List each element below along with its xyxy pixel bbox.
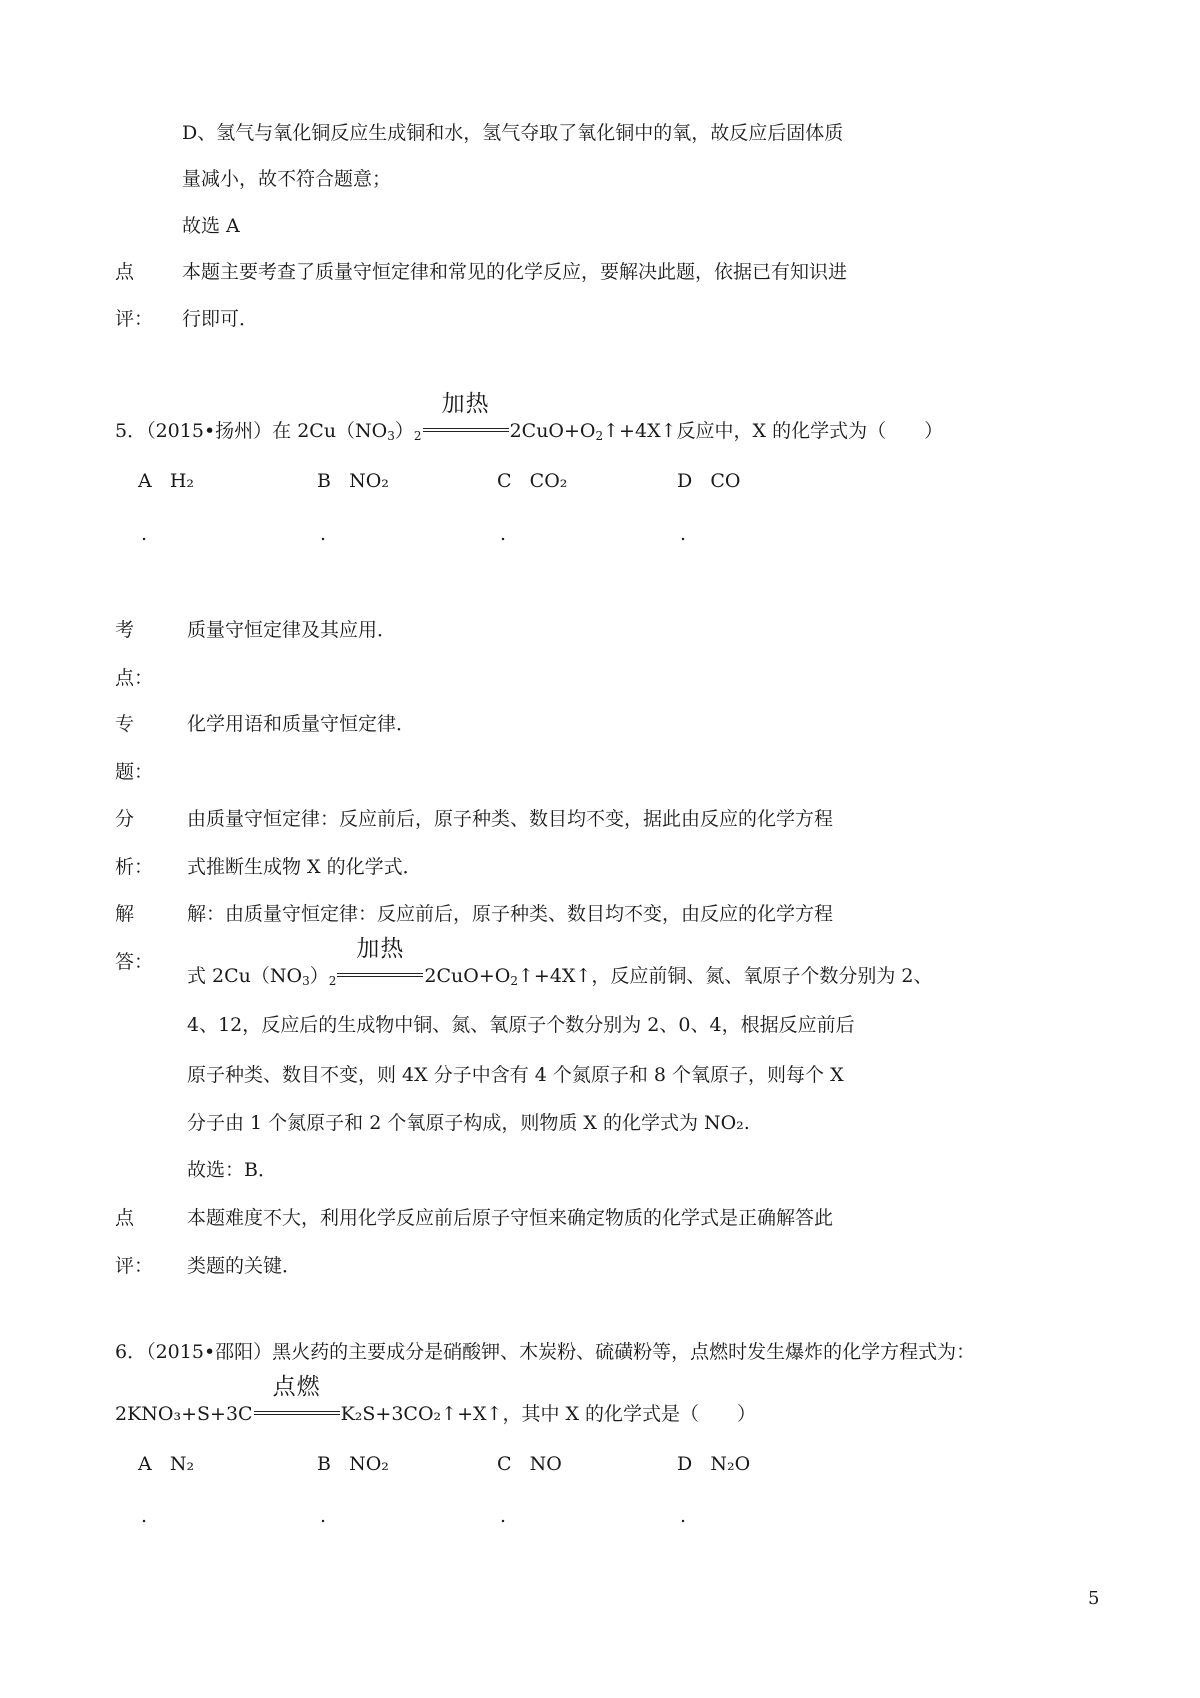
zhuanti-text: 化学用语和质量守恒定律． (187, 713, 416, 735)
jieda-text-6: 故选：B． (187, 1159, 277, 1181)
fenxi-text: 由质量守恒定律：反应前后，原子种类、数目均不变，据此由反应的化学方程 (187, 808, 834, 830)
page-number: 5 (1088, 1588, 1100, 1609)
option-dot: . (320, 523, 327, 545)
condition-text: 加热 (356, 936, 405, 962)
jieda-text-1: 解：由质量守恒定律：反应前后，原子种类、数目均不变，由反应的化学方程 (187, 903, 834, 925)
answer-line-d: D、氢气与氧化铜反应生成铜和水，氢气夺取了氧化铜中的氧，故反应后固体质 (182, 122, 844, 144)
jieda-text-2: 式 $2Cu(NO_3)_2$ 加热 $2CuO+O_2↑+4X↑$，反应前铜、氮、氧原子个数分别为 2、 (187, 936, 933, 988)
option-dot: . (141, 1505, 148, 1527)
dianping-label: 点 (115, 1207, 135, 1229)
option-dot: . (680, 1505, 687, 1527)
q5-option-b[interactable]: B NO₂ (317, 470, 389, 492)
jieda-text-4: 原子种类、数目不变，则 4X 分子中含有 4 个氮原子和 8 个氧原子，则每个 X (187, 1064, 844, 1086)
fenxi-text-2: 式推断生成物 X 的化学式． (187, 856, 422, 878)
dianping-text-2: 行即可． (182, 308, 259, 330)
q6-equation (115, 1374, 757, 1425)
jieda-text-5: 分子由 1 个氮原子和 2 个氧原子构成，则物质 X 的化学式为 NO₂. (187, 1112, 750, 1134)
condition-text: 加热 (441, 391, 490, 417)
dianping-label: 点 (115, 261, 135, 283)
q5-stem: 5．（2015•扬州）在 $2Cu(NO_3)_2$ 加热 $2CuO+O_2↑+4X↑$反应中，X 的化学式为（ ） (115, 391, 944, 443)
jieda-label-2: 答： (115, 951, 154, 973)
option-dot: . (500, 523, 507, 545)
condition-text: 点燃 (272, 1374, 321, 1400)
answer-choice: 故选 A (182, 215, 240, 237)
jieda-eq-suffix: ，反应前铜、氮、氧原子个数分别为 2、 (591, 965, 933, 987)
ignition-condition (254, 1374, 340, 1420)
q5-stem-prefix: 5．（2015•扬州）在 2Cu（NO (115, 420, 388, 442)
q6-option-b[interactable]: B NO₂ (317, 1453, 389, 1475)
dianping-label-2: 评： (115, 308, 154, 330)
jieda-eq-prefix: 式 2Cu（NO (187, 965, 303, 987)
zhuanti-label-2: 题： (115, 761, 154, 783)
kaodian-label-2: 点： (115, 667, 154, 689)
zhuanti-label: 专 (115, 713, 135, 735)
heating-condition (337, 936, 423, 982)
option-dot: . (320, 1505, 327, 1527)
jieda-text-3: 4、12，反应后的生成物中铜、氮、氧原子个数分别为 2、0、4，根据反应前后 (187, 1014, 855, 1036)
kaodian-text: 质量守恒定律及其应用． (187, 619, 397, 641)
q6-eq-prefix: 2KNO₃+S+3C (115, 1403, 253, 1425)
q5-option-c[interactable]: C CO₂ (497, 470, 568, 492)
dianping-text-2: 类题的关键． (187, 1255, 302, 1277)
option-dot: . (680, 523, 687, 545)
option-dot: . (500, 1505, 507, 1527)
q6-option-c[interactable]: C NO (497, 1453, 562, 1475)
q6-stem: 6．（2015•邵阳）黑火药的主要成分是硝酸钾、木炭粉、硫磺粉等，点燃时发生爆炸的化学方程式为： (115, 1341, 976, 1363)
q5-option-d[interactable]: D CO (677, 470, 741, 492)
dianping-text: 本题难度不大，利用化学反应前后原子守恒来确定物质的化学式是正确解答此 (187, 1207, 834, 1229)
jieda-label: 解 (115, 903, 135, 925)
q5-option-a[interactable]: A H₂ (138, 470, 195, 492)
q6-option-a[interactable]: A N₂ (138, 1453, 195, 1475)
dianping-text: 本题主要考查了质量守恒定律和常见的化学反应，要解决此题，依据已有知识进 (182, 261, 848, 283)
fenxi-label: 分 (115, 808, 135, 830)
dianping-label-2: 评： (115, 1255, 154, 1277)
kaodian-label: 考 (115, 619, 135, 641)
fenxi-label-2: 析： (115, 856, 154, 878)
q6-eq-suffix: K₂S+3CO₂↑+X↑，其中 X 的化学式是（ ） (340, 1403, 757, 1425)
option-dot: . (141, 523, 148, 545)
q5-stem-suffix: 反应中，X 的化学式为（ ） (676, 420, 944, 442)
heating-condition (423, 391, 509, 437)
answer-line-d-cont: 量减小，故不符合题意； (182, 168, 392, 190)
q6-option-d[interactable]: D N₂O (677, 1453, 751, 1475)
